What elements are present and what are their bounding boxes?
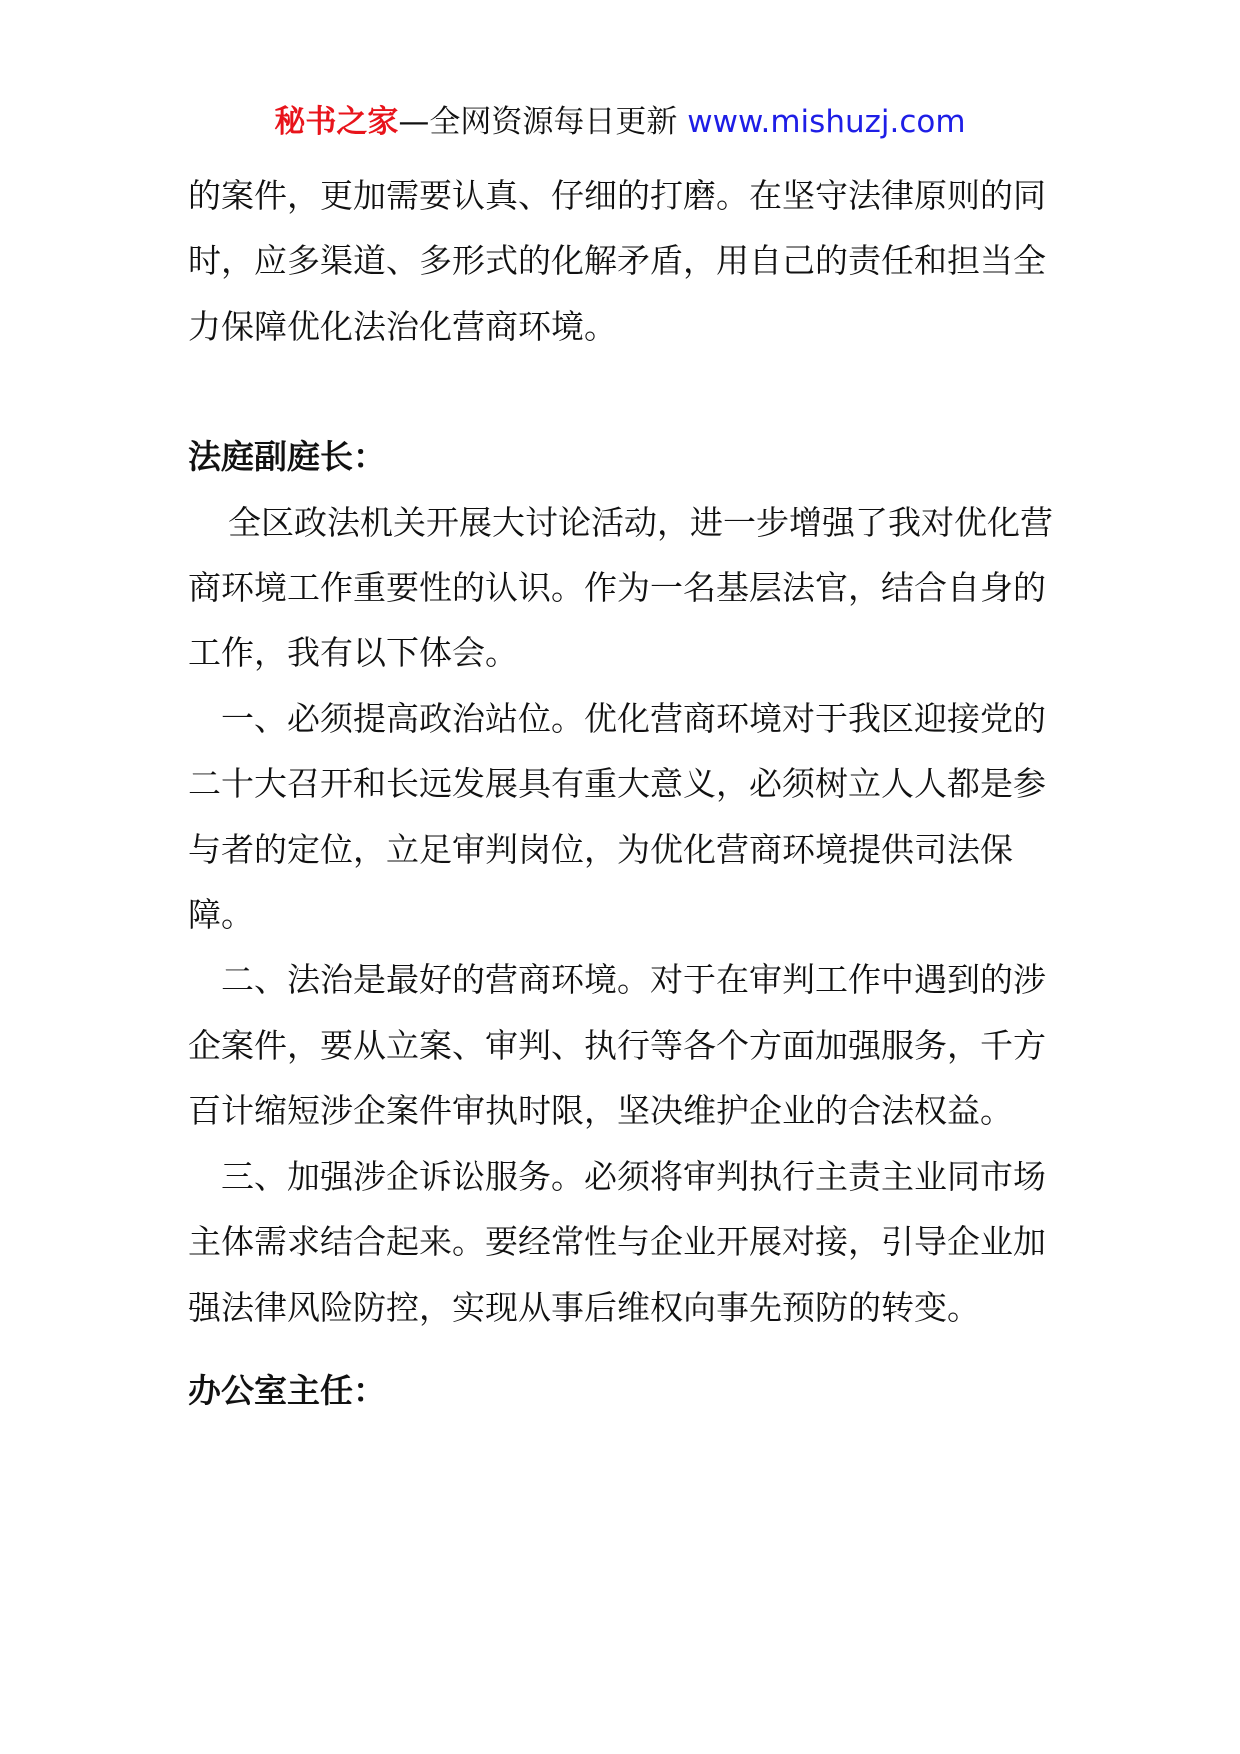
point-paragraph-1: 一、必须提高政治站位。优化营商环境对于我区迎接党的二十大召开和长远发展具有重大意义，必须树立人人都是参与者的定位，立足审判岗位，为优化营商环境提供司法保障。 [188,698,1046,935]
brand-name: 秘书之家 [274,104,399,140]
continuation-paragraph: 的案件，更加需要认真、仔细的打磨。在坚守法律原则的同时，应多渠道、多形式的化解矛盾，用自己的责任和担当全力保障优化法治化营商环境。 [188,176,1046,346]
site-header [0,100,1240,144]
section-spacer [188,359,1068,424]
section-heading-office-director: 办公室主任： [188,1370,386,1410]
point-paragraph-2: 二、法治是最好的营商环境。对于在审判工作中遇到的涉企案件，要从立案、审判、执行等各个方面加强服务，千方百计缩短涉企案件审执时限，坚决维护企业的合法权益。 [188,960,1046,1131]
point-paragraph-3: 三、加强涉企诉讼服务。必须将审判执行主责主业同市场主体需求结合起来。要经常性与企业开展对接，引导企业加强法律风险防控，实现从事后维权向事先预防的转变。 [188,1156,1046,1327]
section-heading-deputy-judge: 法庭副庭长： [188,437,386,477]
intro-paragraph: 全区政法机关开展大讨论活动，进一步增强了我对优化营商环境工作重要性的认识。作为一名基层法官，结合自身的工作，我有以下体会。 [188,502,1053,673]
document-body [188,163,1068,1423]
site-url-link[interactable]: www.mishuzj.com [687,104,966,140]
header-tagline: —全网资源每日更新 [398,104,688,140]
